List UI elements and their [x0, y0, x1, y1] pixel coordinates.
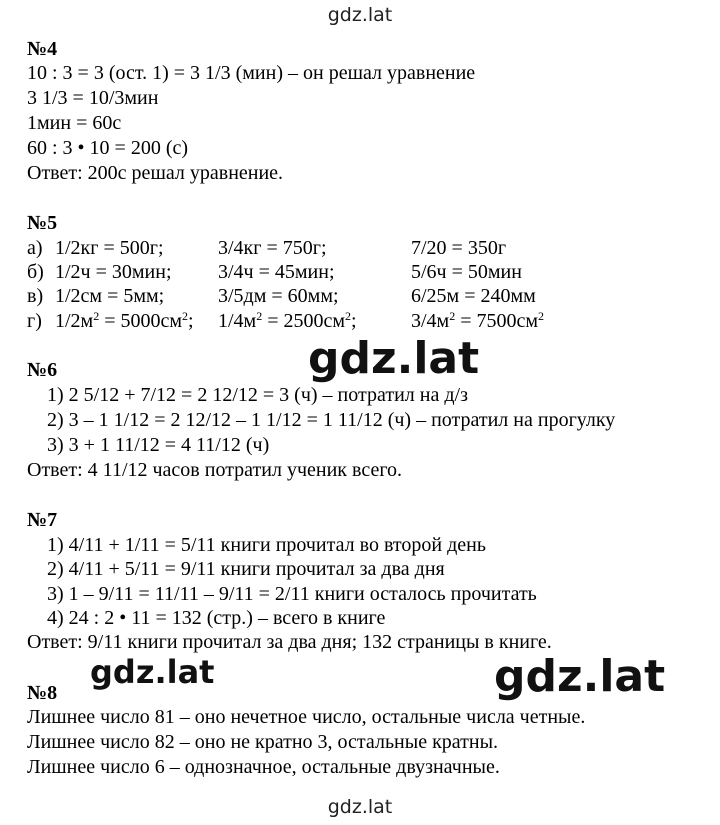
- watermark-top: gdz.lat: [327, 4, 393, 26]
- watermark-bottom: gdz.lat: [327, 796, 393, 818]
- task6-heading: №6: [27, 359, 58, 381]
- task5-heading: №5: [27, 212, 58, 234]
- task4-heading: №4: [27, 38, 58, 60]
- task7-line-1: 1) 4/11 + 1/11 = 5/11 книги прочитал во второй день: [47, 534, 486, 556]
- task7-answer: Ответ: 9/11 книги прочитал за два дня; 132 страницы в книге.: [27, 631, 552, 653]
- task6-line-2: 2) 3 – 1 1/12 = 2 12/12 – 1 1/12 = 1 11/12 (ч) – потратил на прогулку: [47, 409, 616, 431]
- task6-answer: Ответ: 4 11/12 часов потратил ученик всего.: [27, 459, 403, 481]
- task5-row-a-cell-3: 7/20 = 350г: [411, 237, 507, 259]
- watermark-overlay-1: gdz.lat: [308, 333, 480, 384]
- task4-line-3: 1мин = 60с: [27, 112, 122, 134]
- task5-row-g-cell-3: $3/4м^2 = 7500см^2$: [411, 309, 545, 332]
- watermark-overlay-3: gdz.lat: [494, 651, 666, 702]
- watermark-overlay-2: gdz.lat: [90, 653, 215, 691]
- task8-line-2: Лишнее число 82 – оно не кратно 3, остальные кратны.: [27, 731, 499, 753]
- task6-line-3: 3) 3 + 1 11/12 = 4 11/12 (ч): [47, 434, 270, 456]
- task8-line-3: Лишнее число 6 – однозначное, остальные двузначные.: [27, 756, 500, 778]
- task7-line-3: 3) 1 – 9/11 = 11/11 – 9/11 = 2/11 книги осталось прочитать: [47, 583, 537, 605]
- task5-row-b-cell-2: 3/4ч = 45мин;: [218, 261, 335, 283]
- task5-row-v-cell-2: 3/5дм = 60мм;: [218, 285, 339, 307]
- task7-line-4: 4) 24 : 2 • 11 = 132 (стр.) – всего в книге: [47, 607, 386, 629]
- task4-line-2: 3 1/3 = 10/3мин: [27, 87, 159, 109]
- task7-line-2: 2) 4/11 + 5/11 = 9/11 книги прочитал за два дня: [47, 558, 445, 580]
- task5-row-v-label: в): [27, 285, 44, 307]
- task6-line-1: 1) 2 5/12 + 7/12 = 2 12/12 = 3 (ч) – потратил на д/з: [47, 384, 468, 406]
- task4-line-1: 10 : 3 = 3 (ост. 1) = 3 1/3 (мин) – он решал уравнение: [27, 62, 476, 84]
- task7-heading: №7: [27, 509, 58, 531]
- task5-row-g-cell-2: $1/4м^2 = 2500см^2$;: [218, 309, 357, 332]
- task5-row-b-cell-1: 1/2ч = 30мин;: [55, 261, 172, 283]
- task5-row-a-cell-2: 3/4кг = 750г;: [218, 237, 327, 259]
- task8-line-1: Лишнее число 81 – оно нечетное число, остальные числа четные.: [27, 706, 586, 728]
- task5-row-a-cell-1: 1/2кг = 500г;: [55, 237, 164, 259]
- task5-row-g-cell-1: $1/2м^2 = 5000см^2$;: [55, 309, 194, 332]
- task5-row-a-label: а): [27, 237, 43, 259]
- task5-row-b-label: б): [27, 261, 44, 283]
- task8-heading: №8: [27, 682, 58, 704]
- task5-row-b-cell-3: 5/6ч = 50мин: [411, 261, 522, 283]
- task4-answer: Ответ: 200с решал уравнение.: [27, 162, 284, 184]
- task5-row-v-cell-1: 1/2см = 5мм;: [55, 285, 165, 307]
- task5-row-g-label: г): [27, 310, 42, 332]
- task4-line-4: 60 : 3 • 10 = 200 (с): [27, 137, 189, 159]
- task5-row-v-cell-3: 6/25м = 240мм: [411, 285, 536, 307]
